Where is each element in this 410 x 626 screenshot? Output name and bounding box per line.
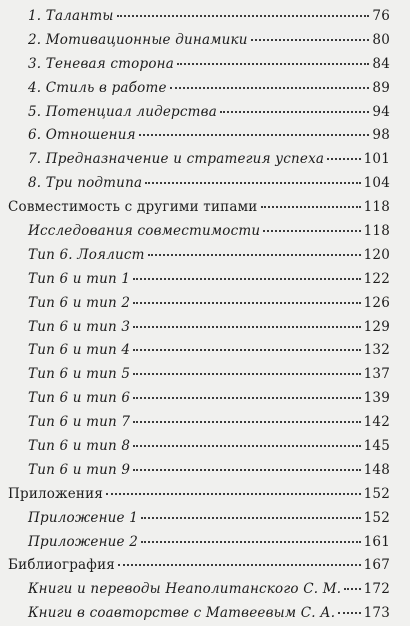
toc-entry (0, 602, 410, 626)
dot-leader (133, 348, 360, 351)
toc-entry-page: 137 (363, 366, 390, 383)
toc-entry-title: Тип 6. Лоялист (28, 246, 145, 263)
dot-leader (133, 301, 360, 304)
toc-entry (0, 363, 410, 387)
table-of-contents (0, 5, 410, 626)
dot-leader (261, 205, 361, 208)
dot-leader (251, 38, 370, 41)
toc-section (0, 554, 410, 578)
toc-entry-page: 76 (372, 8, 390, 24)
dot-leader (133, 420, 360, 423)
toc-entry-page: 139 (363, 390, 390, 407)
toc-entry (0, 459, 410, 483)
toc-entry-page: 161 (363, 533, 390, 550)
toc-entry-title: Тип 6 и тип 6 (28, 390, 131, 407)
toc-entry (0, 578, 410, 602)
dot-leader (133, 325, 360, 328)
toc-section-page: 167 (363, 557, 390, 574)
toc-section-title: Библиография (8, 557, 115, 574)
toc-entry-page: 129 (363, 318, 390, 335)
toc-entry-title: 5. Потенциал лидерства (28, 103, 217, 120)
toc-entry-title: Приложение 1 (28, 509, 139, 526)
toc-entry (0, 387, 410, 411)
dot-leader (141, 516, 361, 519)
toc-entry-page: 148 (363, 461, 390, 478)
toc-section (0, 196, 410, 220)
dot-leader (133, 468, 360, 471)
toc-entry (0, 411, 410, 435)
dot-leader (133, 372, 360, 375)
toc-entry (0, 29, 410, 53)
toc-entry-page: 122 (363, 270, 390, 287)
toc-entry-page: 101 (363, 151, 390, 168)
toc-section-title: Приложения (8, 485, 104, 502)
toc-entry-page: 80 (372, 31, 390, 48)
dot-leader (148, 253, 361, 256)
toc-entry-title: Тип 6 и тип 4 (28, 342, 131, 359)
toc-entry-title: Тип 6 и тип 1 (28, 270, 131, 287)
toc-entry-page: 173 (363, 605, 390, 622)
dot-leader (170, 86, 370, 89)
dot-leader (263, 229, 360, 232)
toc-entry-title: 3. Теневая сторона (28, 55, 174, 72)
toc-section (0, 483, 410, 507)
toc-entry-page: 120 (363, 246, 390, 263)
toc-entry-page: 84 (372, 55, 390, 72)
toc-entry (0, 53, 410, 77)
toc-entry-title: 4. Стиль в работе (28, 79, 167, 96)
dot-leader (117, 14, 370, 17)
dot-leader (177, 62, 369, 65)
toc-entry (0, 316, 410, 340)
toc-entry (0, 148, 410, 172)
dot-leader (133, 396, 360, 399)
toc-entry-page: 172 (363, 581, 390, 598)
toc-entry (0, 435, 410, 459)
toc-entry (0, 101, 410, 125)
dot-leader (133, 277, 360, 280)
toc-section-title: Совместимость с другими типами (8, 199, 258, 216)
toc-entry-page: 152 (363, 509, 390, 526)
toc-entry-page: 94 (372, 103, 390, 120)
toc-entry-title: 2. Мотивационные динамики (28, 31, 248, 48)
dot-leader (220, 110, 369, 113)
toc-entry (0, 268, 410, 292)
toc-entry-title: Исследования совместимости (28, 223, 261, 240)
toc-entry (0, 339, 410, 363)
toc-entry-title: 7. Предназначение и стратегия успеха (28, 151, 325, 168)
toc-entry (0, 531, 410, 555)
toc-entry-title: Приложение 2 (28, 533, 139, 550)
dot-leader (141, 540, 361, 543)
toc-section-page: 152 (363, 485, 390, 502)
toc-entry-page: 98 (372, 127, 390, 144)
toc-entry-page: 132 (363, 342, 390, 359)
toc-section-page: 118 (363, 199, 390, 216)
toc-entry (0, 292, 410, 316)
toc-entry (0, 5, 410, 29)
toc-entry-title: Тип 6 и тип 8 (28, 438, 131, 455)
toc-entry-title: Тип 6 и тип 9 (28, 461, 131, 478)
toc-entry-title: Книги в соавторстве с Матвеевым С. А. (28, 605, 336, 622)
toc-entry (0, 124, 410, 148)
dot-leader (338, 611, 360, 614)
toc-entry-page: 126 (363, 294, 390, 311)
toc-entry (0, 244, 410, 268)
dot-leader (145, 181, 360, 184)
toc-entry-title: Тип 6 и тип 3 (28, 318, 131, 335)
dot-leader (327, 157, 360, 160)
toc-entry-page: 104 (363, 175, 390, 192)
toc-entry (0, 172, 410, 196)
toc-entry-title: 6. Отношения (28, 127, 136, 144)
toc-entry-title: Тип 6 и тип 5 (28, 366, 131, 383)
toc-entry-page: 118 (363, 223, 390, 240)
dot-leader (106, 492, 361, 495)
toc-entry (0, 77, 410, 101)
dot-leader (139, 133, 370, 136)
toc-entry (0, 507, 410, 531)
dot-leader (133, 444, 360, 447)
toc-entry (0, 220, 410, 244)
toc-entry-page: 89 (372, 79, 390, 96)
toc-entry-page: 145 (363, 438, 390, 455)
toc-entry-title: 8. Три подтипа (28, 175, 143, 192)
dot-leader (118, 563, 361, 566)
toc-entry-page: 142 (363, 414, 390, 431)
toc-entry-title: Тип 6 и тип 2 (28, 294, 131, 311)
toc-entry-title: 1. Таланты (28, 8, 114, 24)
toc-entry-title: Тип 6 и тип 7 (28, 414, 131, 431)
toc-entry-title: Книги и переводы Неаполитанского С. М. (28, 581, 342, 598)
